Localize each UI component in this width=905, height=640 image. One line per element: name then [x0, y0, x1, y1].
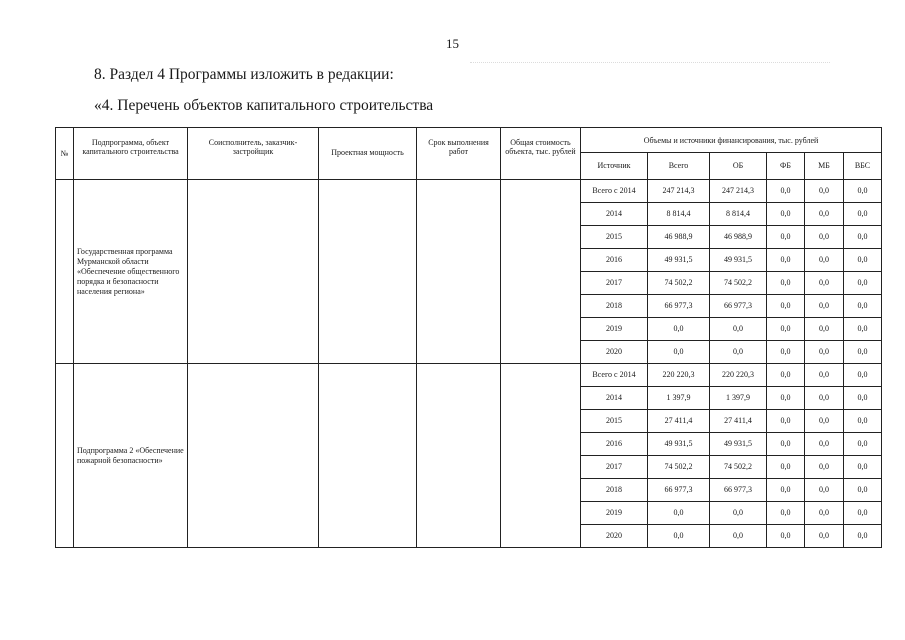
source-cell: 2014 [581, 203, 648, 226]
table-body [56, 180, 882, 548]
mb-cell: 0,0 [805, 410, 844, 433]
mb-cell: 0,0 [805, 433, 844, 456]
ob-cell: 0,0 [710, 318, 767, 341]
all-cell: 8 814,4 [648, 203, 710, 226]
source-cell: 2020 [581, 341, 648, 364]
fb-cell: 0,0 [767, 249, 805, 272]
fb-cell: 0,0 [767, 456, 805, 479]
ob-cell: 74 502,2 [710, 272, 767, 295]
mb-cell: 0,0 [805, 341, 844, 364]
vbs-cell: 0,0 [844, 364, 882, 387]
capacity-cell [319, 364, 417, 548]
all-cell: 27 411,4 [648, 410, 710, 433]
header-row [56, 128, 882, 153]
col-header-num: № [56, 128, 74, 180]
ob-cell: 1 397,9 [710, 387, 767, 410]
ob-cell: 0,0 [710, 341, 767, 364]
col-header-financing: Объемы и источники финансирования, тыс. рублей [581, 128, 882, 153]
ob-cell: 0,0 [710, 502, 767, 525]
fb-cell: 0,0 [767, 525, 805, 548]
mb-cell: 0,0 [805, 203, 844, 226]
col-header-ob: ОБ [710, 153, 767, 180]
col-header-capacity: Проектная мощность [319, 128, 417, 180]
scan-artifact [470, 62, 830, 64]
source-cell: 2020 [581, 525, 648, 548]
vbs-cell: 0,0 [844, 203, 882, 226]
col-header-source: Источник [581, 153, 648, 180]
all-cell: 66 977,3 [648, 295, 710, 318]
fb-cell: 0,0 [767, 272, 805, 295]
fb-cell: 0,0 [767, 318, 805, 341]
source-cell: 2016 [581, 433, 648, 456]
ob-cell: 49 931,5 [710, 249, 767, 272]
col-header-subprogram: Подпрограмма, объект капитального строительства [74, 128, 188, 180]
table-row [56, 180, 882, 203]
ob-cell: 46 988,9 [710, 226, 767, 249]
row-number-cell [56, 364, 74, 548]
term-cell [417, 180, 501, 364]
vbs-cell: 0,0 [844, 387, 882, 410]
page-number: 15 [446, 36, 459, 51]
col-header-fb: ФБ [767, 153, 805, 180]
source-cell: 2019 [581, 318, 648, 341]
ob-cell: 66 977,3 [710, 295, 767, 318]
col-header-mb: МБ [805, 153, 844, 180]
fb-cell: 0,0 [767, 479, 805, 502]
section-title: «4. Перечень объектов капитального строительства [94, 97, 434, 114]
mb-cell: 0,0 [805, 318, 844, 341]
vbs-cell: 0,0 [844, 272, 882, 295]
vbs-cell: 0,0 [844, 479, 882, 502]
vbs-cell: 0,0 [844, 180, 882, 203]
fb-cell: 0,0 [767, 180, 805, 203]
vbs-cell: 0,0 [844, 456, 882, 479]
subprogram-name: Государственная программа Мурманской области «Обеспечение общественного порядка и безопасности населения региона» [74, 180, 188, 364]
vbs-cell: 0,0 [844, 249, 882, 272]
fb-cell: 0,0 [767, 433, 805, 456]
source-cell: 2017 [581, 456, 648, 479]
mb-cell: 0,0 [805, 272, 844, 295]
fb-cell: 0,0 [767, 410, 805, 433]
source-cell: 2015 [581, 226, 648, 249]
ob-cell: 74 502,2 [710, 456, 767, 479]
fb-cell: 0,0 [767, 203, 805, 226]
vbs-cell: 0,0 [844, 433, 882, 456]
mb-cell: 0,0 [805, 387, 844, 410]
source-cell: Всего с 2014 [581, 364, 648, 387]
col-header-vbs: ВБС [844, 153, 882, 180]
vbs-cell: 0,0 [844, 318, 882, 341]
source-cell: 2017 [581, 272, 648, 295]
mb-cell: 0,0 [805, 525, 844, 548]
vbs-cell: 0,0 [844, 295, 882, 318]
source-cell: 2018 [581, 295, 648, 318]
capital-construction-table [55, 127, 882, 548]
mb-cell: 0,0 [805, 456, 844, 479]
term-cell [417, 364, 501, 548]
col-header-total-cost: Общая стоимость объекта, тыс. рублей [501, 128, 581, 180]
ob-cell: 66 977,3 [710, 479, 767, 502]
mb-cell: 0,0 [805, 502, 844, 525]
source-cell: Всего с 2014 [581, 180, 648, 203]
fb-cell: 0,0 [767, 364, 805, 387]
fb-cell: 0,0 [767, 341, 805, 364]
executor-cell [188, 364, 319, 548]
all-cell: 74 502,2 [648, 456, 710, 479]
all-cell: 0,0 [648, 502, 710, 525]
source-cell: 2014 [581, 387, 648, 410]
fb-cell: 0,0 [767, 226, 805, 249]
col-header-executor: Соисполнитель, заказчик-застройщик [188, 128, 319, 180]
fb-cell: 0,0 [767, 295, 805, 318]
source-cell: 2019 [581, 502, 648, 525]
all-cell: 0,0 [648, 525, 710, 548]
section-instruction: 8. Раздел 4 Программы изложить в редакции: [94, 66, 394, 83]
all-cell: 0,0 [648, 318, 710, 341]
source-cell: 2016 [581, 249, 648, 272]
all-cell: 0,0 [648, 341, 710, 364]
vbs-cell: 0,0 [844, 525, 882, 548]
fb-cell: 0,0 [767, 502, 805, 525]
ob-cell: 49 931,5 [710, 433, 767, 456]
ob-cell: 247 214,3 [710, 180, 767, 203]
ob-cell: 27 411,4 [710, 410, 767, 433]
mb-cell: 0,0 [805, 295, 844, 318]
all-cell: 74 502,2 [648, 272, 710, 295]
source-cell: 2018 [581, 479, 648, 502]
vbs-cell: 0,0 [844, 502, 882, 525]
mb-cell: 0,0 [805, 249, 844, 272]
total-cost-cell [501, 364, 581, 548]
ob-cell: 8 814,4 [710, 203, 767, 226]
col-header-all: Всего [648, 153, 710, 180]
mb-cell: 0,0 [805, 226, 844, 249]
ob-cell: 220 220,3 [710, 364, 767, 387]
all-cell: 66 977,3 [648, 479, 710, 502]
all-cell: 247 214,3 [648, 180, 710, 203]
all-cell: 1 397,9 [648, 387, 710, 410]
all-cell: 49 931,5 [648, 433, 710, 456]
table-row [56, 364, 882, 387]
executor-cell [188, 180, 319, 364]
vbs-cell: 0,0 [844, 226, 882, 249]
mb-cell: 0,0 [805, 180, 844, 203]
all-cell: 46 988,9 [648, 226, 710, 249]
capacity-cell [319, 180, 417, 364]
mb-cell: 0,0 [805, 364, 844, 387]
source-cell: 2015 [581, 410, 648, 433]
mb-cell: 0,0 [805, 479, 844, 502]
fb-cell: 0,0 [767, 387, 805, 410]
row-number-cell [56, 180, 74, 364]
vbs-cell: 0,0 [844, 341, 882, 364]
vbs-cell: 0,0 [844, 410, 882, 433]
all-cell: 220 220,3 [648, 364, 710, 387]
ob-cell: 0,0 [710, 525, 767, 548]
col-header-term: Срок выполнения работ [417, 128, 501, 180]
total-cost-cell [501, 180, 581, 364]
all-cell: 49 931,5 [648, 249, 710, 272]
subprogram-name: Подпрограмма 2 «Обеспечение пожарной безопасности» [74, 364, 188, 548]
